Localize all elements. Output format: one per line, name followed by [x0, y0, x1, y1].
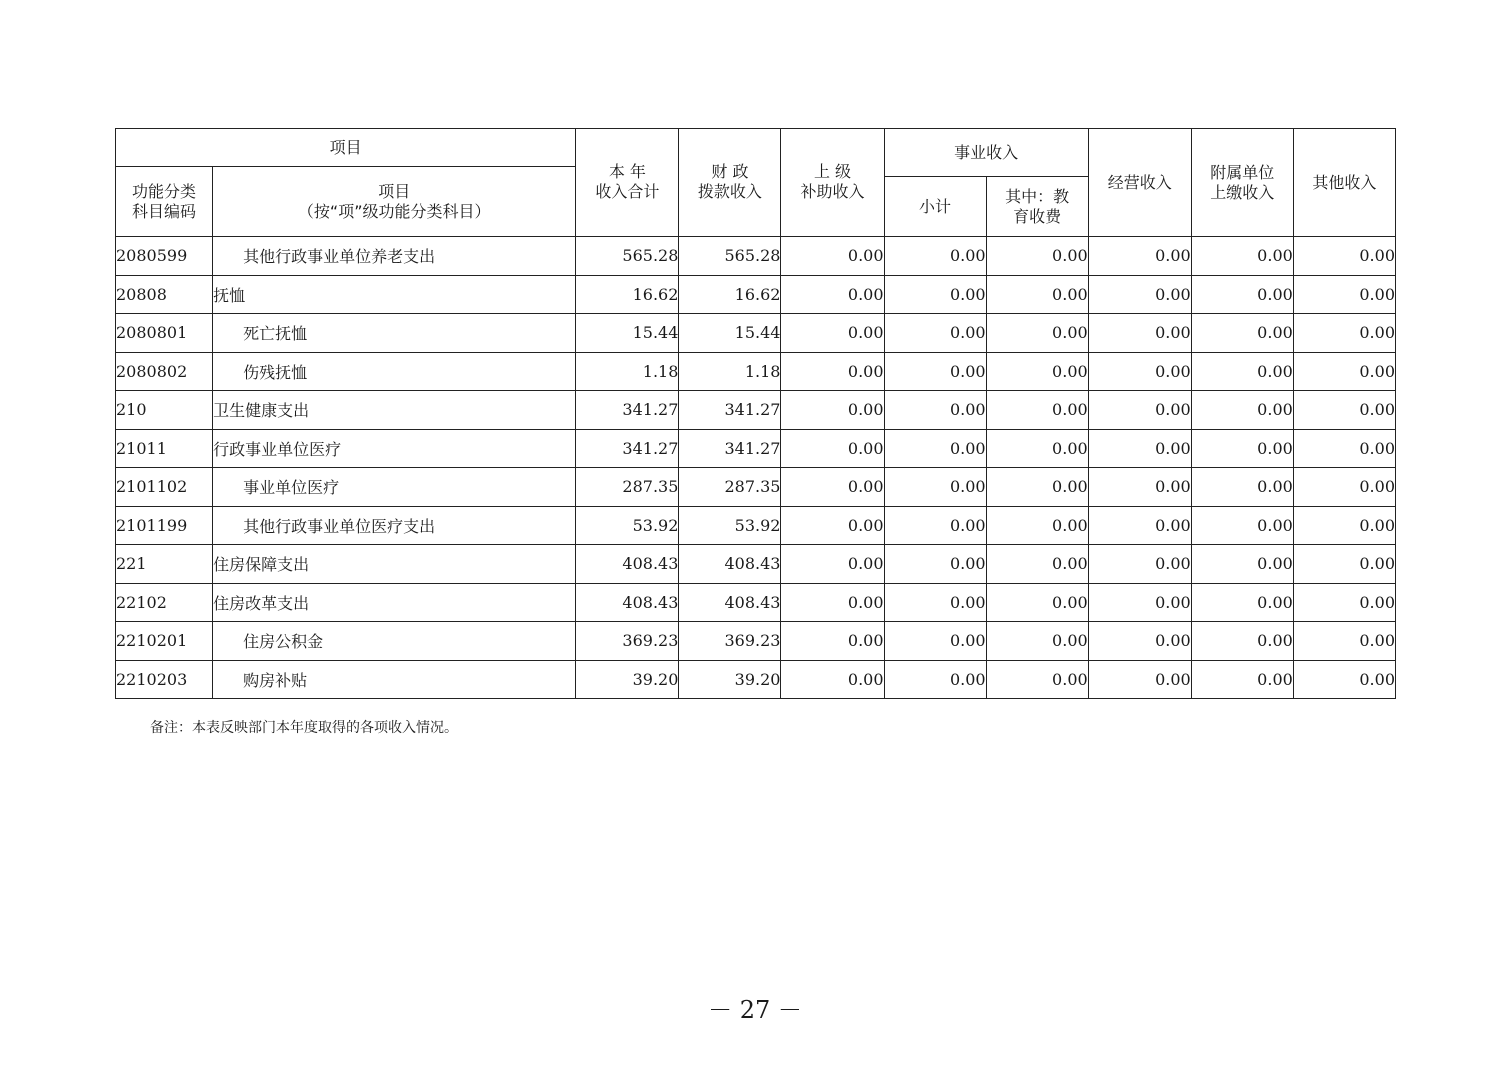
row-name: 行政事业单位医疗	[213, 429, 576, 468]
row-education-value: 0.00	[986, 622, 1088, 661]
header-operating-income: 经营收入	[1088, 129, 1191, 237]
row-name: 住房改革支出	[213, 583, 576, 622]
row-superior-value: 0.00	[781, 506, 884, 545]
row-education-value: 0.00	[986, 429, 1088, 468]
row-operating-value: 0.00	[1088, 391, 1191, 430]
row-other-value: 0.00	[1293, 583, 1395, 622]
row-superior-value: 0.00	[781, 622, 884, 661]
row-other-value: 0.00	[1293, 468, 1395, 507]
row-affiliated-value: 0.00	[1191, 429, 1293, 468]
table-row	[116, 391, 1396, 430]
row-superior-value: 0.00	[781, 352, 884, 391]
table-row	[116, 314, 1396, 353]
row-subtotal-value: 0.00	[884, 314, 986, 353]
row-operating-value: 0.00	[1088, 468, 1191, 507]
row-other-value: 0.00	[1293, 314, 1395, 353]
header-business-income: 事业收入	[884, 129, 1088, 177]
row-other-value: 0.00	[1293, 237, 1395, 276]
table-body	[116, 237, 1396, 699]
row-operating-value: 0.00	[1088, 622, 1191, 661]
table-row	[116, 237, 1396, 276]
row-total-value: 341.27	[576, 429, 679, 468]
row-fiscal-value: 287.35	[679, 468, 781, 507]
row-total-value: 408.43	[576, 545, 679, 584]
row-subtotal-value: 0.00	[884, 468, 986, 507]
row-superior-value: 0.00	[781, 275, 884, 314]
header-item-name: 项目 （按“项”级功能分类科目）	[213, 167, 576, 237]
row-fiscal-value: 341.27	[679, 429, 781, 468]
header-superior-subsidy: 上 级 补助收入	[781, 129, 884, 237]
row-name: 购房补贴	[213, 660, 576, 699]
table-row	[116, 583, 1396, 622]
row-name: 其他行政事业单位医疗支出	[213, 506, 576, 545]
row-operating-value: 0.00	[1088, 429, 1191, 468]
row-affiliated-value: 0.00	[1191, 391, 1293, 430]
row-subtotal-value: 0.00	[884, 660, 986, 699]
row-code: 22102	[116, 583, 213, 622]
row-fiscal-value: 408.43	[679, 583, 781, 622]
header-education-fees: 其中：教 育收费	[986, 177, 1088, 237]
row-subtotal-value: 0.00	[884, 391, 986, 430]
row-code: 221	[116, 545, 213, 584]
row-affiliated-value: 0.00	[1191, 468, 1293, 507]
row-fiscal-value: 408.43	[679, 545, 781, 584]
row-operating-value: 0.00	[1088, 352, 1191, 391]
row-total-value: 53.92	[576, 506, 679, 545]
row-name: 其他行政事业单位养老支出	[213, 237, 576, 276]
row-name: 事业单位医疗	[213, 468, 576, 507]
row-subtotal-value: 0.00	[884, 506, 986, 545]
row-operating-value: 0.00	[1088, 545, 1191, 584]
row-code: 2080801	[116, 314, 213, 353]
row-code: 21011	[116, 429, 213, 468]
row-operating-value: 0.00	[1088, 583, 1191, 622]
row-education-value: 0.00	[986, 583, 1088, 622]
row-operating-value: 0.00	[1088, 314, 1191, 353]
table-row	[116, 275, 1396, 314]
row-total-value: 1.18	[576, 352, 679, 391]
row-code: 2210201	[116, 622, 213, 661]
row-name: 抚恤	[213, 275, 576, 314]
row-affiliated-value: 0.00	[1191, 622, 1293, 661]
row-code: 20808	[116, 275, 213, 314]
row-fiscal-value: 369.23	[679, 622, 781, 661]
income-table	[115, 128, 1396, 699]
row-other-value: 0.00	[1293, 275, 1395, 314]
page-number: － 27 －	[708, 996, 802, 1024]
header-other-income: 其他收入	[1293, 129, 1395, 237]
row-subtotal-value: 0.00	[884, 237, 986, 276]
row-other-value: 0.00	[1293, 391, 1395, 430]
header-fiscal-appropriation: 财 政 拨款收入	[679, 129, 781, 237]
row-other-value: 0.00	[1293, 660, 1395, 699]
row-total-value: 565.28	[576, 237, 679, 276]
row-superior-value: 0.00	[781, 314, 884, 353]
row-code: 2080802	[116, 352, 213, 391]
row-fiscal-value: 565.28	[679, 237, 781, 276]
row-code: 2101199	[116, 506, 213, 545]
row-education-value: 0.00	[986, 275, 1088, 314]
row-code: 2210203	[116, 660, 213, 699]
row-operating-value: 0.00	[1088, 237, 1191, 276]
row-operating-value: 0.00	[1088, 506, 1191, 545]
row-code: 2101102	[116, 468, 213, 507]
header-project: 项目	[116, 129, 576, 167]
row-education-value: 0.00	[986, 352, 1088, 391]
row-fiscal-value: 341.27	[679, 391, 781, 430]
row-total-value: 287.35	[576, 468, 679, 507]
row-affiliated-value: 0.00	[1191, 506, 1293, 545]
row-affiliated-value: 0.00	[1191, 314, 1293, 353]
row-superior-value: 0.00	[781, 468, 884, 507]
row-total-value: 341.27	[576, 391, 679, 430]
row-other-value: 0.00	[1293, 352, 1395, 391]
table-row	[116, 545, 1396, 584]
header-total-income: 本 年 收入合计	[576, 129, 679, 237]
table-row	[116, 468, 1396, 507]
row-affiliated-value: 0.00	[1191, 545, 1293, 584]
row-code: 210	[116, 391, 213, 430]
row-name: 伤残抚恤	[213, 352, 576, 391]
row-name: 住房保障支出	[213, 545, 576, 584]
table-row	[116, 429, 1396, 468]
table-row	[116, 622, 1396, 661]
row-superior-value: 0.00	[781, 583, 884, 622]
row-superior-value: 0.00	[781, 237, 884, 276]
row-total-value: 39.20	[576, 660, 679, 699]
row-subtotal-value: 0.00	[884, 622, 986, 661]
row-fiscal-value: 53.92	[679, 506, 781, 545]
table-note: 备注：本表反映部门本年度取得的各项收入情况。	[150, 720, 458, 736]
header-affiliated-income: 附属单位 上缴收入	[1191, 129, 1293, 237]
row-total-value: 16.62	[576, 275, 679, 314]
row-subtotal-value: 0.00	[884, 545, 986, 584]
row-affiliated-value: 0.00	[1191, 275, 1293, 314]
row-name: 卫生健康支出	[213, 391, 576, 430]
row-total-value: 369.23	[576, 622, 679, 661]
row-fiscal-value: 39.20	[679, 660, 781, 699]
row-affiliated-value: 0.00	[1191, 352, 1293, 391]
row-education-value: 0.00	[986, 660, 1088, 699]
row-fiscal-value: 1.18	[679, 352, 781, 391]
row-education-value: 0.00	[986, 314, 1088, 353]
header-business-subtotal: 小计	[884, 177, 986, 237]
header-function-code: 功能分类 科目编码	[116, 167, 213, 237]
row-fiscal-value: 16.62	[679, 275, 781, 314]
row-education-value: 0.00	[986, 545, 1088, 584]
row-affiliated-value: 0.00	[1191, 660, 1293, 699]
row-other-value: 0.00	[1293, 545, 1395, 584]
row-code: 2080599	[116, 237, 213, 276]
row-subtotal-value: 0.00	[884, 352, 986, 391]
row-subtotal-value: 0.00	[884, 275, 986, 314]
row-other-value: 0.00	[1293, 506, 1395, 545]
table-row	[116, 352, 1396, 391]
table-row	[116, 660, 1396, 699]
row-subtotal-value: 0.00	[884, 583, 986, 622]
row-name: 住房公积金	[213, 622, 576, 661]
row-education-value: 0.00	[986, 468, 1088, 507]
row-other-value: 0.00	[1293, 429, 1395, 468]
row-operating-value: 0.00	[1088, 660, 1191, 699]
row-superior-value: 0.00	[781, 391, 884, 430]
row-superior-value: 0.00	[781, 429, 884, 468]
row-education-value: 0.00	[986, 391, 1088, 430]
row-name: 死亡抚恤	[213, 314, 576, 353]
row-affiliated-value: 0.00	[1191, 237, 1293, 276]
row-superior-value: 0.00	[781, 660, 884, 699]
row-total-value: 408.43	[576, 583, 679, 622]
row-operating-value: 0.00	[1088, 275, 1191, 314]
row-other-value: 0.00	[1293, 622, 1395, 661]
table-header	[116, 129, 1396, 237]
table-row	[116, 506, 1396, 545]
row-fiscal-value: 15.44	[679, 314, 781, 353]
row-education-value: 0.00	[986, 237, 1088, 276]
row-subtotal-value: 0.00	[884, 429, 986, 468]
row-total-value: 15.44	[576, 314, 679, 353]
row-affiliated-value: 0.00	[1191, 583, 1293, 622]
row-superior-value: 0.00	[781, 545, 884, 584]
row-education-value: 0.00	[986, 506, 1088, 545]
